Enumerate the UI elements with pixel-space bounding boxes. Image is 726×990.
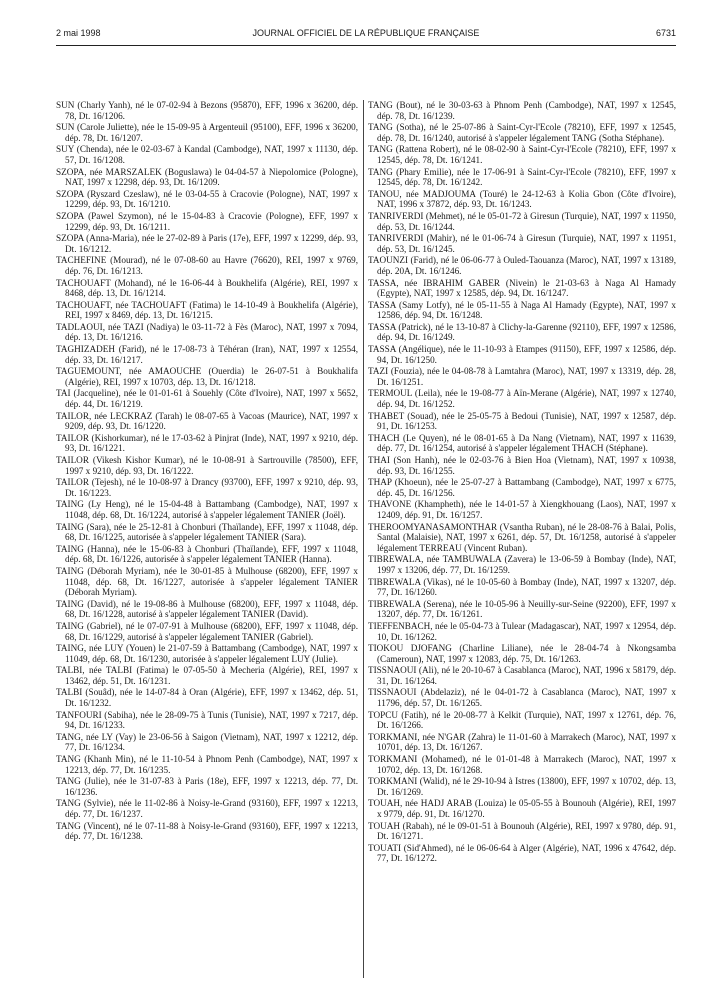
naturalization-entry: TASSA (Angélique), née le 11-10-93 à Etampes (91150), EFF, 1997 x 12586, dép. 94, Dt. 16/1250. xyxy=(368,344,676,365)
naturalization-entry: TALBI, née TALBI (Fatima) le 07-05-50 à Mecheria (Algérie), REI, 1997 x 13462, dép. 51, Dt. 16/1231. xyxy=(56,665,358,686)
naturalization-entry: TOUATI (Sid'Ahmed), né le 06-06-64 à Alger (Algérie), NAT, 1996 x 47642, dép. 77, Dt. 16/1272. xyxy=(368,842,676,864)
naturalization-entry: TIOKOU DJOFANG (Charline Liliane), née le 28-04-74 à Nkongsamba (Cameroun), NAT, 1997 x 12083, dép. 75, Dt. 16/1263. xyxy=(368,643,676,664)
naturalization-entry: TORKMANI (Mohamed), né le 01-01-48 à Marrakech (Maroc), NAT, 1997 x 10702, dép. 13, Dt. 16/1268. xyxy=(368,754,676,775)
naturalization-entry: TAING, née LUY (Youen) le 21-07-59 à Battambang (Cambodge), NAT, 1997 x 11049, dép. 68, Dt. 16/1230, autorisée à s'appeler légalement LUY (Julie). xyxy=(56,643,358,664)
naturalization-entry: TAILOR (Kishorkumar), né le 17-03-62 à Pinjrat (Inde), NAT, 1997 x 9210, dép. 93, Dt. 16/1221. xyxy=(56,432,358,454)
naturalization-entry: TIEFFENBACH, née le 05-04-73 à Tulear (Madagascar), NAT, 1997 x 12954, dép. 10, Dt. 16/1262. xyxy=(368,620,676,642)
naturalization-entry: THABET (Souad), née le 25-05-75 à Bedoui (Tunisie), NAT, 1997 x 12587, dép. 91, Dt. 16/1253. xyxy=(368,410,676,432)
naturalization-entry: TAING (Hanna), née le 15-06-83 à Chonburi (Thaïlande), EFF, 1997 x 11048, dép. 68, Dt. 16/1226, autorisée à s'appeler légalement TANIER (Hanna). xyxy=(56,543,358,565)
journal-title: JOURNAL OFFICIEL DE LA RÉPUBLIQUE FRANÇAISE xyxy=(252,28,480,38)
naturalization-entry: TIBREWALA, née TAMBUWALA (Zavera) le 13-06-59 à Bombay (Inde), NAT, 1997 x 13206, dép. 77, Dt. 16/1259. xyxy=(368,554,676,575)
naturalization-entry: TALBI (Souâd), née le 14-07-84 à Oran (Algérie), EFF, 1997 x 13462, dép. 51, Dt. 16/1232. xyxy=(56,687,358,709)
naturalization-entry: TERMOUL (Leila), née le 19-08-77 à Aïn-Merane (Algérie), NAT, 1997 x 12740, dép. 94, Dt. 16/1252. xyxy=(368,388,676,410)
naturalization-entry: TACHOUAFT (Mohand), né le 16-06-44 à Boukhelifa (Algérie), REI, 1997 x 8468, dép. 13, Dt. 16/1214. xyxy=(56,277,358,299)
naturalization-entry: TANG (Julie), née le 31-07-83 à Paris (18e), EFF, 1997 x 12213, dép. 77, Dt. 16/1236. xyxy=(56,776,358,797)
naturalization-entry: TANRIVERDI (Mahir), né le 01-06-74 à Giresun (Turquie), NAT, 1997 x 11951, dép. 53, Dt. 16/1245. xyxy=(368,233,676,254)
naturalization-entry: TASSA, née IBRAHIM GABER (Nivein) le 21-03-63 à Naga Al Hamady (Egypte), NAT, 1997 x 12585, dép. 94, Dt. 16/1247. xyxy=(368,277,676,299)
header-rule xyxy=(56,45,676,46)
naturalization-entry: TAOUNZI (Farid), né le 06-06-77 à Ouled-Taouanza (Maroc), NAT, 1997 x 13189, dép. 20A, Dt. 16/1246. xyxy=(368,255,676,276)
naturalization-entry: TAILOR (Vikesh Kishor Kumar), né le 10-08-91 à Sartrouville (78500), EFF, 1997 x 9210, dép. 93, Dt. 16/1222. xyxy=(56,455,358,476)
naturalization-entry: TANG (Bout), né le 30-03-63 à Phnom Penh (Cambodge), NAT, 1997 x 12545, dép. 78, Dt. 16/1239. xyxy=(368,100,676,121)
publication-date: 2 mai 1998 xyxy=(56,28,101,38)
naturalization-entry: TAZI (Fouzia), née le 04-08-78 à Lamtahra (Maroc), NAT, 1997 x 13319, dép. 28, Dt. 16/1251. xyxy=(368,366,676,387)
naturalization-entry: TANOU, née MADJOUMA (Touré) le 24-12-63 à Kolia Gbon (Côte d'Ivoire), NAT, 1996 x 37872, dép. 93, Dt. 16/1243. xyxy=(368,188,676,210)
left-column xyxy=(56,100,358,843)
naturalization-entry: TANFOURI (Sabiha), née le 28-09-75 à Tunis (Tunisie), NAT, 1997 x 7217, dép. 94, Dt. 16/1233. xyxy=(56,709,358,731)
naturalization-entry: THACH (Le Quyen), né le 08-01-65 à Da Nang (Vietnam), NAT, 1997 x 11639, dép. 77, Dt. 16/1254, autorisé à s'appeler légalement THACH (Stéphane). xyxy=(368,432,676,454)
naturalization-entry: TANG (Rattena Robert), né le 08-02-90 à Saint-Cyr-l'Ecole (78210), EFF, 1997 x 12545, dép. 78, Dt. 16/1241. xyxy=(368,144,676,165)
naturalization-entry: SUY (Chenda), née le 02-03-67 à Kandal (Cambodge), NAT, 1997 x 11130, dép. 57, Dt. 16/1208. xyxy=(56,144,358,165)
naturalization-entry: TANG (Khanh Min), né le 11-10-54 à Phnom Penh (Cambodge), NAT, 1997 x 12213, dép. 77, Dt. 16/1235. xyxy=(56,754,358,775)
naturalization-entry: SZOPA (Ryszard Czeslaw), né le 03-04-55 à Cracovie (Pologne), NAT, 1997 x 12299, dép. 93, Dt. 16/1210. xyxy=(56,188,358,210)
naturalization-entry: TORKMANI (Walid), né le 29-10-94 à Istres (13800), EFF, 1997 x 10702, dép. 13, Dt. 16/1269. xyxy=(368,776,676,797)
page-header xyxy=(56,28,676,42)
naturalization-entry: TAING (Ly Heng), né le 15-04-48 à Battambang (Cambodge), NAT, 1997 x 11048, dép. 68, Dt. 16/1224, autorisé à s'appeler légalement TANIER (Joël). xyxy=(56,499,358,520)
column-divider xyxy=(363,100,364,978)
naturalization-entry: TAILOR (Tejesh), né le 10-08-97 à Drancy (93700), EFF, 1997 x 9210, dép. 93, Dt. 16/1223. xyxy=(56,477,358,498)
naturalization-entry: TISSNAOUI (Abdelaziz), né le 04-01-72 à Casablanca (Maroc), NAT, 1997 x 11796, dép. 57, Dt. 16/1265. xyxy=(368,687,676,709)
naturalization-entry: TOPCU (Fatih), né le 20-08-77 à Kelkit (Turquie), NAT, 1997 x 12761, dép. 76, Dt. 16/1266. xyxy=(368,709,676,731)
naturalization-entry: TAGHIZADEH (Farid), né le 17-08-73 à Téhéran (Iran), NAT, 1997 x 12554, dép. 33, Dt. 16/1217. xyxy=(56,344,358,365)
naturalization-entry: TASSA (Patrick), né le 13-10-87 à Clichy-la-Garenne (92110), EFF, 1997 x 12586, dép. 94, Dt. 16/1249. xyxy=(368,321,676,343)
naturalization-entry: TAGUEMOUNT, née AMAOUCHE (Ouerdia) le 26-07-51 à Boukhalifa (Algérie), REI, 1997 x 10703, dép. 13, Dt. 16/1218. xyxy=(56,366,358,387)
naturalization-entry: TAILOR, née LECKRAZ (Tarah) le 08-07-65 à Vacoas (Maurice), NAT, 1997 x 9209, dép. 93, Dt. 16/1220. xyxy=(56,410,358,432)
naturalization-entry: SZOPA, née MARSZALEK (Boguslawa) le 04-04-57 à Niepolomice (Pologne), NAT, 1997 x 12298, dép. 93, Dt. 16/1209. xyxy=(56,166,358,188)
naturalization-entry: THAI (Son Hanh), née le 02-03-76 à Bien Hoa (Vietnam), NAT, 1997 x 10938, dép. 93, Dt. 16/1255. xyxy=(368,455,676,476)
naturalization-entry: TAING (Sara), née le 25-12-81 à Chonburi (Thaïlande), EFF, 1997 x 11048, dép. 68, Dt. 16/1225, autorisée à s'appeler légalement TANIER (Sara). xyxy=(56,521,358,543)
naturalization-entry: TASSA (Samy Lotfy), né le 05-11-55 à Naga Al Hamady (Egypte), NAT, 1997 x 12586, dép. 94, Dt. 16/1248. xyxy=(368,299,676,321)
naturalization-entry: THAP (Khoeun), née le 25-07-27 à Battambang (Cambodge), NAT, 1997 x 6775, dép. 45, Dt. 16/1256. xyxy=(368,477,676,498)
naturalization-entry: TIBREWALA (Vikas), né le 10-05-60 à Bombay (Inde), NAT, 1997 x 13207, dép. 77, Dt. 16/1260. xyxy=(368,576,676,598)
page-number: 6731 xyxy=(655,28,676,38)
naturalization-entry: TANRIVERDI (Mehmet), né le 05-01-72 à Giresun (Turquie), NAT, 1997 x 11950, dép. 53, Dt. 16/1244. xyxy=(368,210,676,232)
naturalization-entry: TAING (Gabriel), né le 07-07-91 à Mulhouse (68200), EFF, 1997 x 11048, dép. 68, Dt. 16/1229, autorisé à s'appeler légalement TANIER (Gabriel). xyxy=(56,620,358,642)
naturalization-entry: SZOPA (Anna-Maria), née le 27-02-89 à Paris (17e), EFF, 1997 x 12299, dép. 93, Dt. 16/1212. xyxy=(56,233,358,254)
naturalization-entry: TAI (Jacqueline), née le 01-01-61 à Souehly (Côte d'Ivoire), NAT, 1997 x 5652, dép. 44, Dt. 16/1219. xyxy=(56,388,358,410)
naturalization-entry: TACHOUAFT, née TACHOUAFT (Fatima) le 14-10-49 à Boukhelifa (Algérie), REI, 1997 x 8469, dép. 13, Dt. 16/1215. xyxy=(56,299,358,321)
naturalization-entry: TOUAH (Rabah), né le 09-01-51 à Bounouh (Algérie), REI, 1997 x 9780, dép. 91, Dt. 16/1271. xyxy=(368,820,676,842)
naturalization-entry: SUN (Carole Juliette), née le 15-09-95 à Argenteuil (95100), EFF, 1996 x 36200, dép. 78, Dt. 16/1207. xyxy=(56,122,358,143)
naturalization-entry: TIBREWALA (Serena), née le 10-05-96 à Neuilly-sur-Seine (92200), EFF, 1997 x 13207, dép. 77, Dt. 16/1261. xyxy=(368,598,676,620)
naturalization-entry: TANG (Phary Emilie), née le 17-06-91 à Saint-Cyr-l'Ecole (78210), EFF, 1997 x 12545, dép. 78, Dt. 16/1242. xyxy=(368,166,676,188)
right-column xyxy=(368,100,676,865)
naturalization-entry: THEROOMYANASAMONTHAR (Vsantha Ruban), né le 28-08-76 à Balai, Polis, Santal (Malaisie), NAT, 1997 x 6261, dép. 57, Dt. 16/1258, autorisé à s'appeler légalement TERREAU (Vincent Ruban). xyxy=(368,521,676,553)
naturalization-entry: TANG (Sylvie), née le 11-02-86 à Noisy-le-Grand (93160), EFF, 1997 x 12213, dép. 77, Dt. 16/1237. xyxy=(56,798,358,819)
naturalization-entry: TANG, née LY (Vay) le 23-06-56 à Saigon (Vietnam), NAT, 1997 x 12212, dép. 77, Dt. 16/1234. xyxy=(56,731,358,753)
naturalization-entry: TADLAOUI, née TAZI (Nadiya) le 03-11-72 à Fès (Maroc), NAT, 1997 x 7094, dép. 13, Dt. 16/1216. xyxy=(56,321,358,343)
naturalization-entry: TACHEFINE (Mourad), né le 07-08-60 au Havre (76620), REI, 1997 x 9769, dép. 76, Dt. 16/1213. xyxy=(56,255,358,276)
naturalization-entry: TANG (Sotha), né le 25-07-86 à Saint-Cyr-l'Ecole (78210), EFF, 1997 x 12545, dép. 78, Dt. 16/1240, autorisé à s'appeler légalement TANG (Sotha Stéphane). xyxy=(368,122,676,143)
naturalization-entry: TOUAH, née HADJ ARAB (Louiza) le 05-05-55 à Bounouh (Algérie), REI, 1997 x 9779, dép. 91, Dt. 16/1270. xyxy=(368,798,676,819)
naturalization-entry: THAVONE (Khampheth), née le 14-01-57 à Xiengkhouang (Laos), NAT, 1997 x 12409, dép. 91, Dt. 16/1257. xyxy=(368,499,676,520)
naturalization-entry: TANG (Vincent), né le 07-11-88 à Noisy-le-Grand (93160), EFF, 1997 x 12213, dép. 77, Dt. 16/1238. xyxy=(56,820,358,842)
naturalization-entry: TAING (David), né le 19-08-86 à Mulhouse (68200), EFF, 1997 x 11048, dép. 68, Dt. 16/1228, autorisé à s'appeler légalement TANIER (David). xyxy=(56,598,358,620)
naturalization-entry: TAING (Déborah Myriam), née le 30-01-85 à Mulhouse (68200), EFF, 1997 x 11048, dép. 68, Dt. 16/1227, autorisée à s'appeler légalement TANIER (Déborah Myriam). xyxy=(56,565,358,598)
naturalization-entry: TORKMANI, née N'GAR (Zahra) le 11-01-60 à Marrakech (Maroc), NAT, 1997 x 10701, dép. 13, Dt. 16/1267. xyxy=(368,731,676,753)
naturalization-entry: SUN (Charly Yanh), né le 07-02-94 à Bezons (95870), EFF, 1996 x 36200, dép. 78, Dt. 16/1206. xyxy=(56,100,358,121)
naturalization-entry: SZOPA (Pawel Szymon), né le 15-04-83 à Cracovie (Pologne), EFF, 1997 x 12299, dép. 93, Dt. 16/1211. xyxy=(56,210,358,232)
naturalization-entry: TISSNAOUI (Ali), né le 20-10-67 à Casablanca (Maroc), NAT, 1996 x 58179, dép. 31, Dt. 16/1264. xyxy=(368,665,676,686)
